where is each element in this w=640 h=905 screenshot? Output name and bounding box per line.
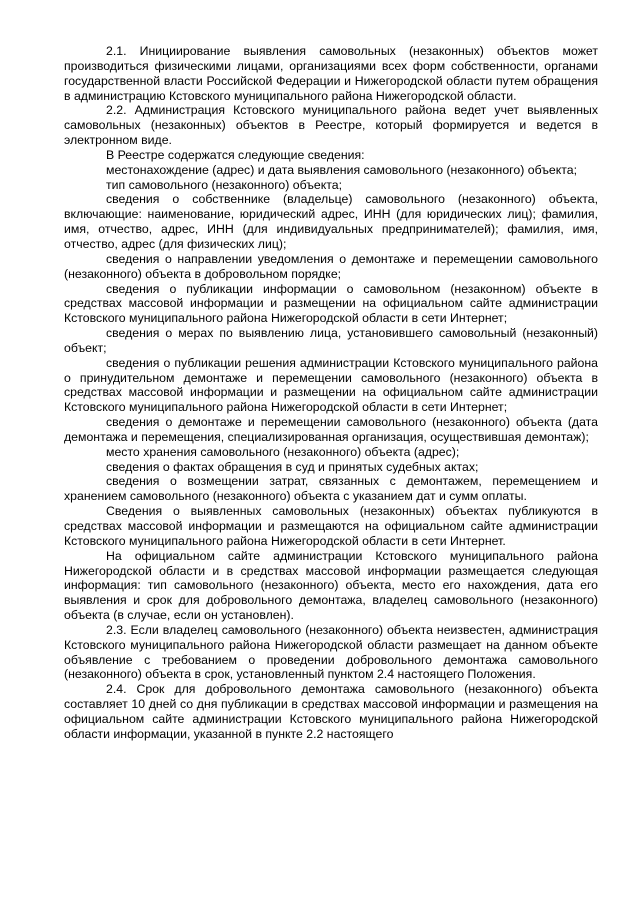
registry-item-costs: сведения о возмещении затрат, связанных с демонтажем, перемещением и хранением самовольного (незаконного) объекта с указанием дат и сумм оплаты. [64,474,598,504]
registry-item-publication: сведения о публикации информации о самовольном (незаконном) объекте в средствах массовой информации и размещении на официальном сайте администрации Кстовского муниципального района Нижегородской области в сети Интернет; [64,281,598,326]
registry-item-storage: место хранения самовольного (незаконного) объекта (адрес); [106,444,460,459]
paragraph-publication: Сведения о выявленных самовольных (незаконных) объектах публикуются в средствах массовой информации и размещаются на официальном сайте администрации Кстовского муниципального района Нижегородской области в сети Интернет. [64,504,598,548]
paragraph-2-2: 2.2. Администрация Кстовского муниципального района ведет учет выявленных самовольных (незаконных) объектов в Реестре, который формируется и ведется в электронном виде. [64,103,598,148]
registry-item-dismantling: сведения о демонтаже и перемещении самовольного (незаконного) объекта (дата демонтажа и перемещения, специализированная организация, осуществившая демонтаж); [64,415,598,444]
paragraph-2-1: 2.1. Инициирование выявления самовольных (незаконных) объектов может производиться физическими лицами, организациями всех форм собственности, органами государственной власти Российской Федерации и Нижегородской области путем обращения в администрацию Кстовского муниципального района Нижегородской области. [64,44,598,103]
document-body [64,44,598,742]
registry-item-notice: сведения о направлении уведомления о демонтаже и перемещении самовольного (незаконного) объекта в добровольном порядке; [64,251,598,281]
registry-item-decision-publication: сведения о публикации решения администрации Кстовского муниципального района о принудительном демонтаже и перемещении самовольного (незаконного) объекта в средствах массовой информации и размещении на официальном сайте администрации Кстовского муниципального района Нижегородской области в сети Интернет; [64,355,598,415]
registry-item-type: тип самовольного (незаконного) объекта; [106,177,343,192]
registry-item-identification: сведения о мерах по выявлению лица, установившего самовольный (незаконный) объект; [64,326,598,355]
registry-item-owner: сведения о собственнике (владельце) самовольного (незаконного) объекта, включающие: наименование, юридический адрес, ИНН (для юридических лиц); фамилия, имя, отчество, адрес, ИНН (для индивидуальных предпринимателей); фамилия, имя, отчество, адрес (для физических лиц); [64,192,598,251]
paragraph-2-4: 2.4. Срок для добровольного демонтажа самовольного (незаконного) объекта составляет 10 дней со дня публикации в средствах массовой информации и размещения на официальном сайте администрации Кстовского муниципального района Нижегородской области информации, указанной в пункте 2.2 настоящего [64,682,598,741]
paragraph-2-3: 2.3. Если владелец самовольного (незаконного) объекта неизвестен, администрация Кстовского муниципального района Нижегородской области размещает на данном объекте объявление с требованием о проведении добровольного демонтажа самовольного (незаконного) объекта в срок, установленный пунктом 2.4 настоящего Положения. [64,622,598,682]
paragraph-website-info: На официальном сайте администрации Кстовского муниципального района Нижегородской области и в средствах массовой информации размещается следующая информация: тип самовольного (незаконного) объекта, место его нахождения, дата его выявления и срок для добровольного демонтажа, владелец самовольного (незаконного) объекта (в случае, если он установлен). [64,548,598,623]
registry-item-court: сведения о фактах обращения в суд и принятых судебных актах; [106,459,479,474]
registry-intro: В Реестре содержатся следующие сведения: [106,147,365,162]
registry-item-location: местонахождение (адрес) и дата выявления самовольного (незаконного) объекта; [106,162,577,177]
